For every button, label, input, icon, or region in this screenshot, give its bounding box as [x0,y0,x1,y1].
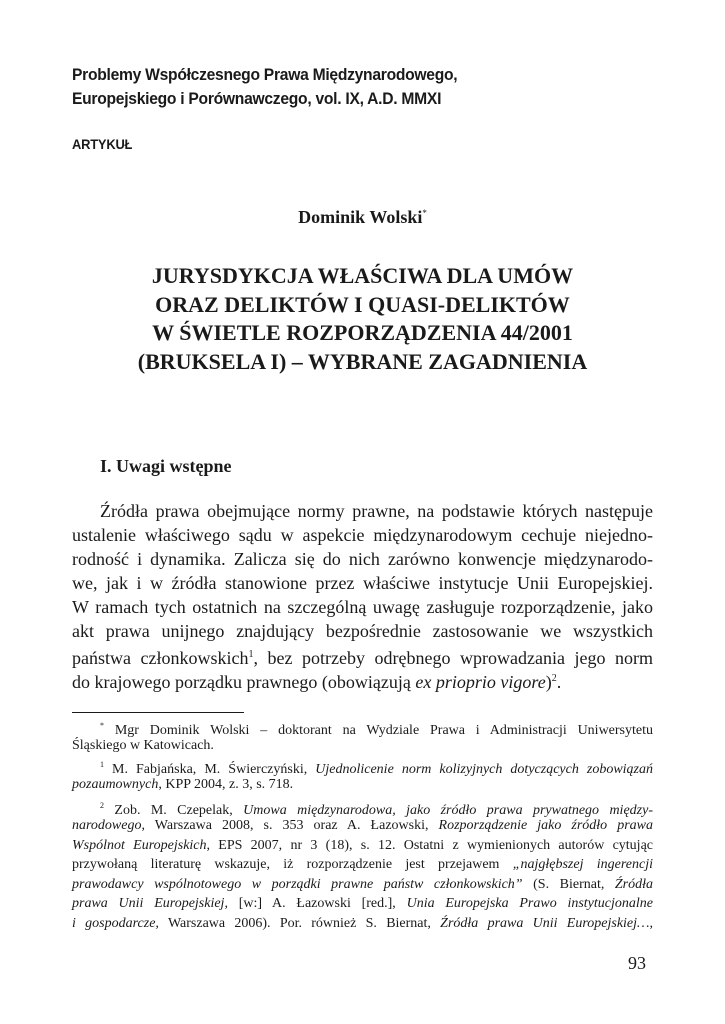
footnote-line [72,875,653,895]
footnote-italic: narodowego [72,817,142,833]
section-label: ARTYKUŁ [72,136,133,152]
footnote-mark: 1 [100,760,104,770]
footnote-2 [72,796,653,819]
footnote-ref-2[interactable]: 2 [551,673,557,684]
footnote-italic: Umowa międzynarodowa, jako źródło prawa prywatnego między- [243,803,653,819]
author-byline [0,207,725,228]
paragraph-line: ustalenie właściwego sądu w aspekcie międzynarodowym cechuje niejedno- [72,525,653,545]
paragraph-line: we, jak i w źródła stanowione przez właściwe instytucje Unii Europejskiej. [72,573,653,593]
paragraph-line: rodność i dynamika. Zalicza się do nich zarówno konwencje międzynarodo- [72,549,653,569]
paragraph-text: do krajowego porządku prawnego (obowiązują [72,672,416,692]
title-line-1: JURYSDYKCJA WŁAŚCIWA DLA UMÓW [151,263,574,288]
footnote-line [72,855,653,875]
footnote-italic: Źródła prawa Unii Europejskiej… [440,915,650,931]
footnote-text: , Warszawa 2008, s. 353 oraz A. Łazowski, [141,817,439,833]
footnote-text: M. Fabjańska, M. Świerczyński, [104,762,316,778]
paragraph-line [72,667,653,691]
footnote-line [72,775,653,795]
latin-phrase: ex prioprio vigore [415,672,546,692]
paragraph-text: państwa członkowskich [72,648,249,668]
footnote-text: , EPS 2007, nr 3 (18), s. 12. Ostatni z wymienionych autorów cytując [206,837,653,853]
footnote-text: (S. Biernat, [522,876,615,892]
title-line-3: W ŚWIETLE ROZPORZĄDZENIA 44/2001 [152,320,573,345]
footnote-line: Śląskiego w Katowicach. [72,737,214,753]
paragraph-line: W ramach tych ostatnich na szczególną uwagę zasługuje rozporządzenie, jako [72,597,653,617]
footnote-italic: prawodawcy wspólnotowego w porządki prawne państw członkowskich” [72,876,523,892]
footnote-italic: Unia Europejska Prawo instytucjonalne [406,896,653,912]
footnote-separator [72,712,244,713]
footnote-text: , [649,915,653,931]
footnote-italic: Wspólnot Europejskich [72,837,207,853]
footnote-italic: Źródła [614,876,653,892]
footnote-author [72,716,653,736]
footnote-line [72,894,653,914]
paragraph-text: . [556,672,562,692]
author-name: Dominik Wolski [298,207,423,227]
footnote-italic: „najgłębszej ingerencji [512,857,653,873]
paragraph-line: Źródła prawa obejmujące normy prawne, na podstawie których następuje [100,501,653,521]
footnote-mark: * [100,721,104,730]
footnote-text: , KPP 2004, z. 3, s. 718. [158,776,294,792]
footnote-text: [w:] A. Łazowski [red.], [227,896,407,912]
footnote-line [72,914,653,934]
footnote-italic: i gospodarcze, [72,915,159,931]
footnote-mark: 2 [100,801,104,811]
journal-title-line-2: Europejskiego i Porównawczego, vol. IX, A.D. MMXI [72,89,442,108]
paragraph-text: ) [545,672,552,692]
paragraph-line [72,643,653,667]
footnote-ref-1[interactable]: 1 [248,649,254,660]
footnote-italic: Ujednolicenie norm kolizyjnych dotyczących zobowiązań [315,762,653,778]
journal-title-line-1: Problemy Współczesnego Prawa Międzynarodowego, [72,65,458,84]
paragraph-text: , bez potrzeby odrębnego wprowadzania jego norm [253,648,653,668]
footnotes [72,716,653,934]
paragraph-line: akt prawa unijnego znajdujący bezpośrednie zastosowanie we wszystkich [72,621,653,641]
footnote-line [72,816,653,836]
article-title [72,262,653,376]
footnote-text: Zob. M. Czepelak, [104,803,244,819]
footnote-text: Warszawa 2006). Por. również S. Biernat, [158,915,441,931]
journal-header [72,63,624,111]
title-line-4: (BRUKSELA I) – WYBRANE ZAGADNIENIA [137,348,588,374]
footnote-italic: Rozporządzenie jako źródło prawa [438,817,653,833]
body-paragraph [72,499,653,691]
author-footnote-mark: * [422,208,427,218]
footnote-1 [72,755,653,778]
footnote-text: przywołaną literaturę wskazuje, iż rozporządzenie jest przejawem [72,857,513,873]
footnote-italic: pozaumownych [72,776,159,792]
page-number: 93 [628,953,646,973]
footnote-italic: prawa Unii Europejskiej, [72,896,228,912]
footnote-line [72,836,653,856]
title-line-2: ORAZ DELIKTÓW I QUASI-DELIKTÓW [155,291,570,317]
footnote-text: Mgr Dominik Wolski – doktorant na Wydziale Prawa i Administracji Uniwersytetu [104,723,653,738]
section-heading: I. Uwagi wstępne [100,456,232,476]
